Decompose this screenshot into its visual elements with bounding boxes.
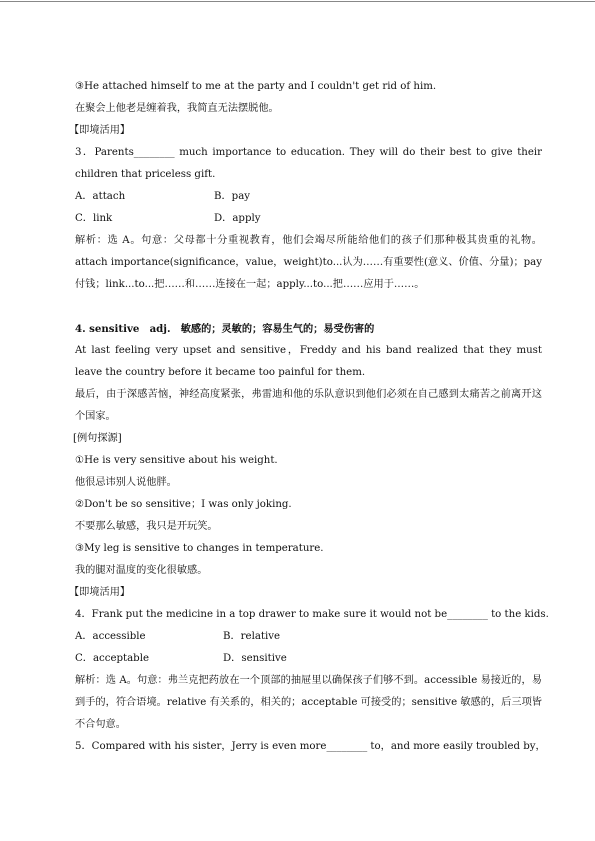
q4-choice-d: D．sensitive [223, 653, 287, 664]
practice-heading-2: 【即境活用】 [69, 587, 131, 598]
question-5: 5．Compared with his sister，Jerry is even more________ to，and more easily troubled by， [75, 741, 546, 752]
example-sentence-3: ③He attached himself to me at the party and I couldn't get rid of him. [75, 81, 437, 92]
q4-explanation: 解析：选 A。句意：弗兰克把药放在一个顶部的抽屉里以确保孩子们够不到。accessible 易接近的，易到手的，符合语境。relative 有关系的，相关的；acceptable 可接受的；sensitive 敏感的，后三项皆不合句意。 [75, 675, 542, 730]
sensitive-example-2: ②Don't be so sensitive；I was only joking. [75, 499, 292, 510]
page-content [55, 76, 549, 758]
q4-choice-a: A．accessible [75, 631, 146, 642]
vocab-heading-sensitive: 4. sensitive adj. 敏感的；灵敏的；容易生气的；易受伤害的 [75, 323, 375, 335]
q4-choices-row-2 [55, 648, 542, 670]
q4-choice-c: C．acceptable [75, 653, 149, 664]
question-3: 3．Parents________ much importance to education. They will do their best to give their children that priceless gift. [75, 147, 542, 180]
q3-choices-row-1 [55, 186, 542, 208]
q4-choices-row-1 [55, 626, 542, 648]
q3-choice-b: B．pay [214, 191, 251, 202]
sensitive-translation-1: 他很忌讳别人说他胖。 [75, 477, 177, 488]
spacer [55, 296, 542, 318]
passage-sentence: At last feeling very upset and sensitive，Freddy and his band realized that they must leave the country before it became too painful for them. [75, 345, 542, 378]
sensitive-translation-3: 我的腿对温度的变化很敏感。 [75, 565, 208, 576]
practice-heading: 【即境活用】 [69, 125, 131, 136]
q3-choice-a: A．attach [75, 191, 126, 202]
header-rule [0, 1, 595, 2]
question-4: 4．Frank put the medicine in a top drawer to make sure it would not be________ to the kids. [75, 609, 549, 620]
q3-choice-c: C．link [75, 213, 113, 224]
sensitive-translation-2: 不要那么敏感，我只是开玩笑。 [75, 521, 218, 532]
q3-choice-d: D．apply [214, 213, 261, 224]
sensitive-example-3: ③My leg is sensitive to changes in temperature. [75, 543, 324, 554]
q3-explanation: 解析：选 A。句意：父母都十分重视教育，他们会竭尽所能给他们的孩子们那种极其贵重的礼物。attach importance(significance，value，weight)to...认为……有重要性(意义、价值、分量)；pay 付钱；link...to...把……和……连接在一起；apply...to...把……应用于……。 [75, 235, 542, 290]
example-source-heading: [例句探源] [73, 433, 122, 444]
example-translation-3: 在聚会上他老是缠着我，我简直无法摆脱他。 [75, 103, 279, 114]
q3-choices-row-2 [55, 208, 542, 230]
q4-choice-b: B．relative [223, 631, 281, 642]
passage-translation: 最后，由于深感苦恼，神经高度紧张，弗雷迪和他的乐队意识到他们必须在自己感到太痛苦之前离开这个国家。 [75, 389, 542, 422]
sensitive-example-1: ①He is very sensitive about his weight. [75, 455, 278, 466]
